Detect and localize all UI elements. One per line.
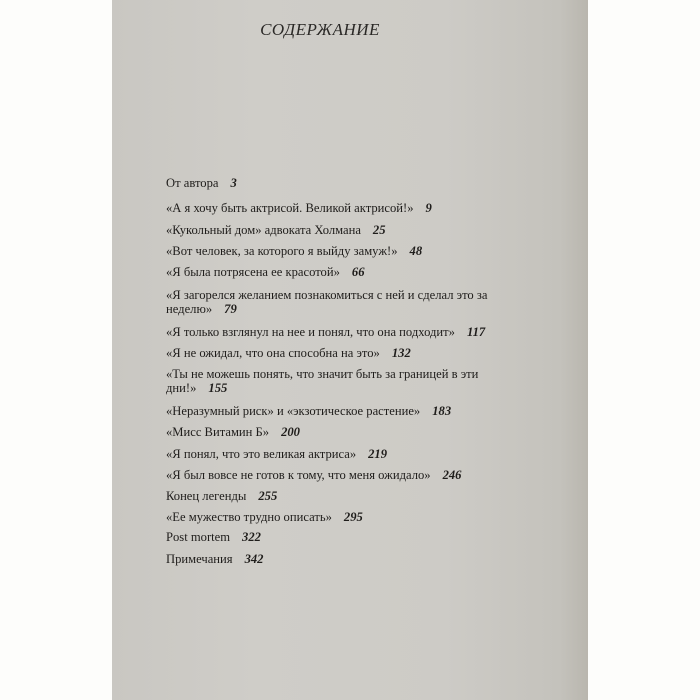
toc-entry [166, 244, 526, 258]
entry-page: 132 [391, 346, 411, 360]
entry-title: «Я понял, что это великая актриса» [166, 447, 357, 461]
entry-page: 255 [258, 489, 278, 503]
entry-page: 79 [224, 302, 237, 316]
toc-entry [166, 447, 506, 461]
entry-title: «Я не ожидал, что она способна на это» [166, 346, 380, 360]
entry-page: 155 [208, 381, 228, 395]
toc-entry [166, 346, 506, 360]
toc-entry [166, 489, 506, 503]
entry-page: 342 [244, 552, 264, 566]
entry-page: 25 [372, 223, 386, 237]
toc-entry [166, 325, 546, 339]
entry-title: «Я был вовсе не готов к тому, что меня ожидало» [166, 468, 431, 482]
toc-entry [166, 425, 506, 439]
entry-title: «Неразумный риск» и «экзотическое растение» [166, 404, 421, 418]
toc-entry [166, 404, 546, 418]
toc-entry [166, 176, 506, 190]
toc-entry [166, 468, 546, 482]
entry-page: 246 [442, 468, 462, 482]
page-title: СОДЕРЖАНИЕ [260, 20, 380, 39]
toc-entry [166, 223, 506, 237]
entry-page: 183 [432, 404, 452, 418]
entry-page: 219 [368, 447, 388, 461]
entry-page: 3 [230, 176, 237, 190]
entry-page: 117 [466, 325, 486, 339]
entry-title: Примечания [166, 552, 233, 566]
entry-title: «Я только взглянул на нее и понял, что она подходит» [166, 325, 455, 339]
toc-entry [166, 265, 506, 279]
book-page [112, 0, 588, 700]
entry-title: «Вот человек, за которого я выйду замуж!» [166, 244, 398, 258]
entry-title: «Я загорелся желанием познакомиться с ней и сделал это за неделю» [166, 288, 488, 316]
toc-entry [166, 552, 506, 566]
toc-entry [166, 367, 502, 395]
entry-page: 322 [242, 530, 261, 544]
entry-page: 66 [351, 265, 365, 279]
entry-title: «Кукольный дом» адвоката Холмана [166, 223, 361, 237]
toc-entry [166, 510, 506, 524]
entry-title: «А я хочу быть актрисой. Великой актрисой!» [166, 201, 414, 215]
toc-entry [166, 288, 532, 316]
entry-page: 48 [409, 244, 423, 258]
entry-page: 9 [425, 201, 432, 215]
entry-page: 295 [343, 510, 363, 524]
entry-title: Конец легенды [166, 489, 247, 503]
entry-title: «Ее мужество трудно описать» [166, 510, 332, 524]
entry-title: Post mortem [166, 530, 231, 544]
entry-page: 200 [281, 425, 300, 439]
entry-title: «Я была потрясена ее красотой» [166, 265, 340, 279]
toc-entry [166, 530, 506, 544]
toc-entry [166, 201, 526, 215]
entry-title: «Мисс Витамин Б» [166, 425, 270, 439]
entry-title: От автора [166, 176, 219, 190]
entry-title: «Ты не можешь понять, что значит быть за границей в эти дни!» [166, 367, 479, 395]
